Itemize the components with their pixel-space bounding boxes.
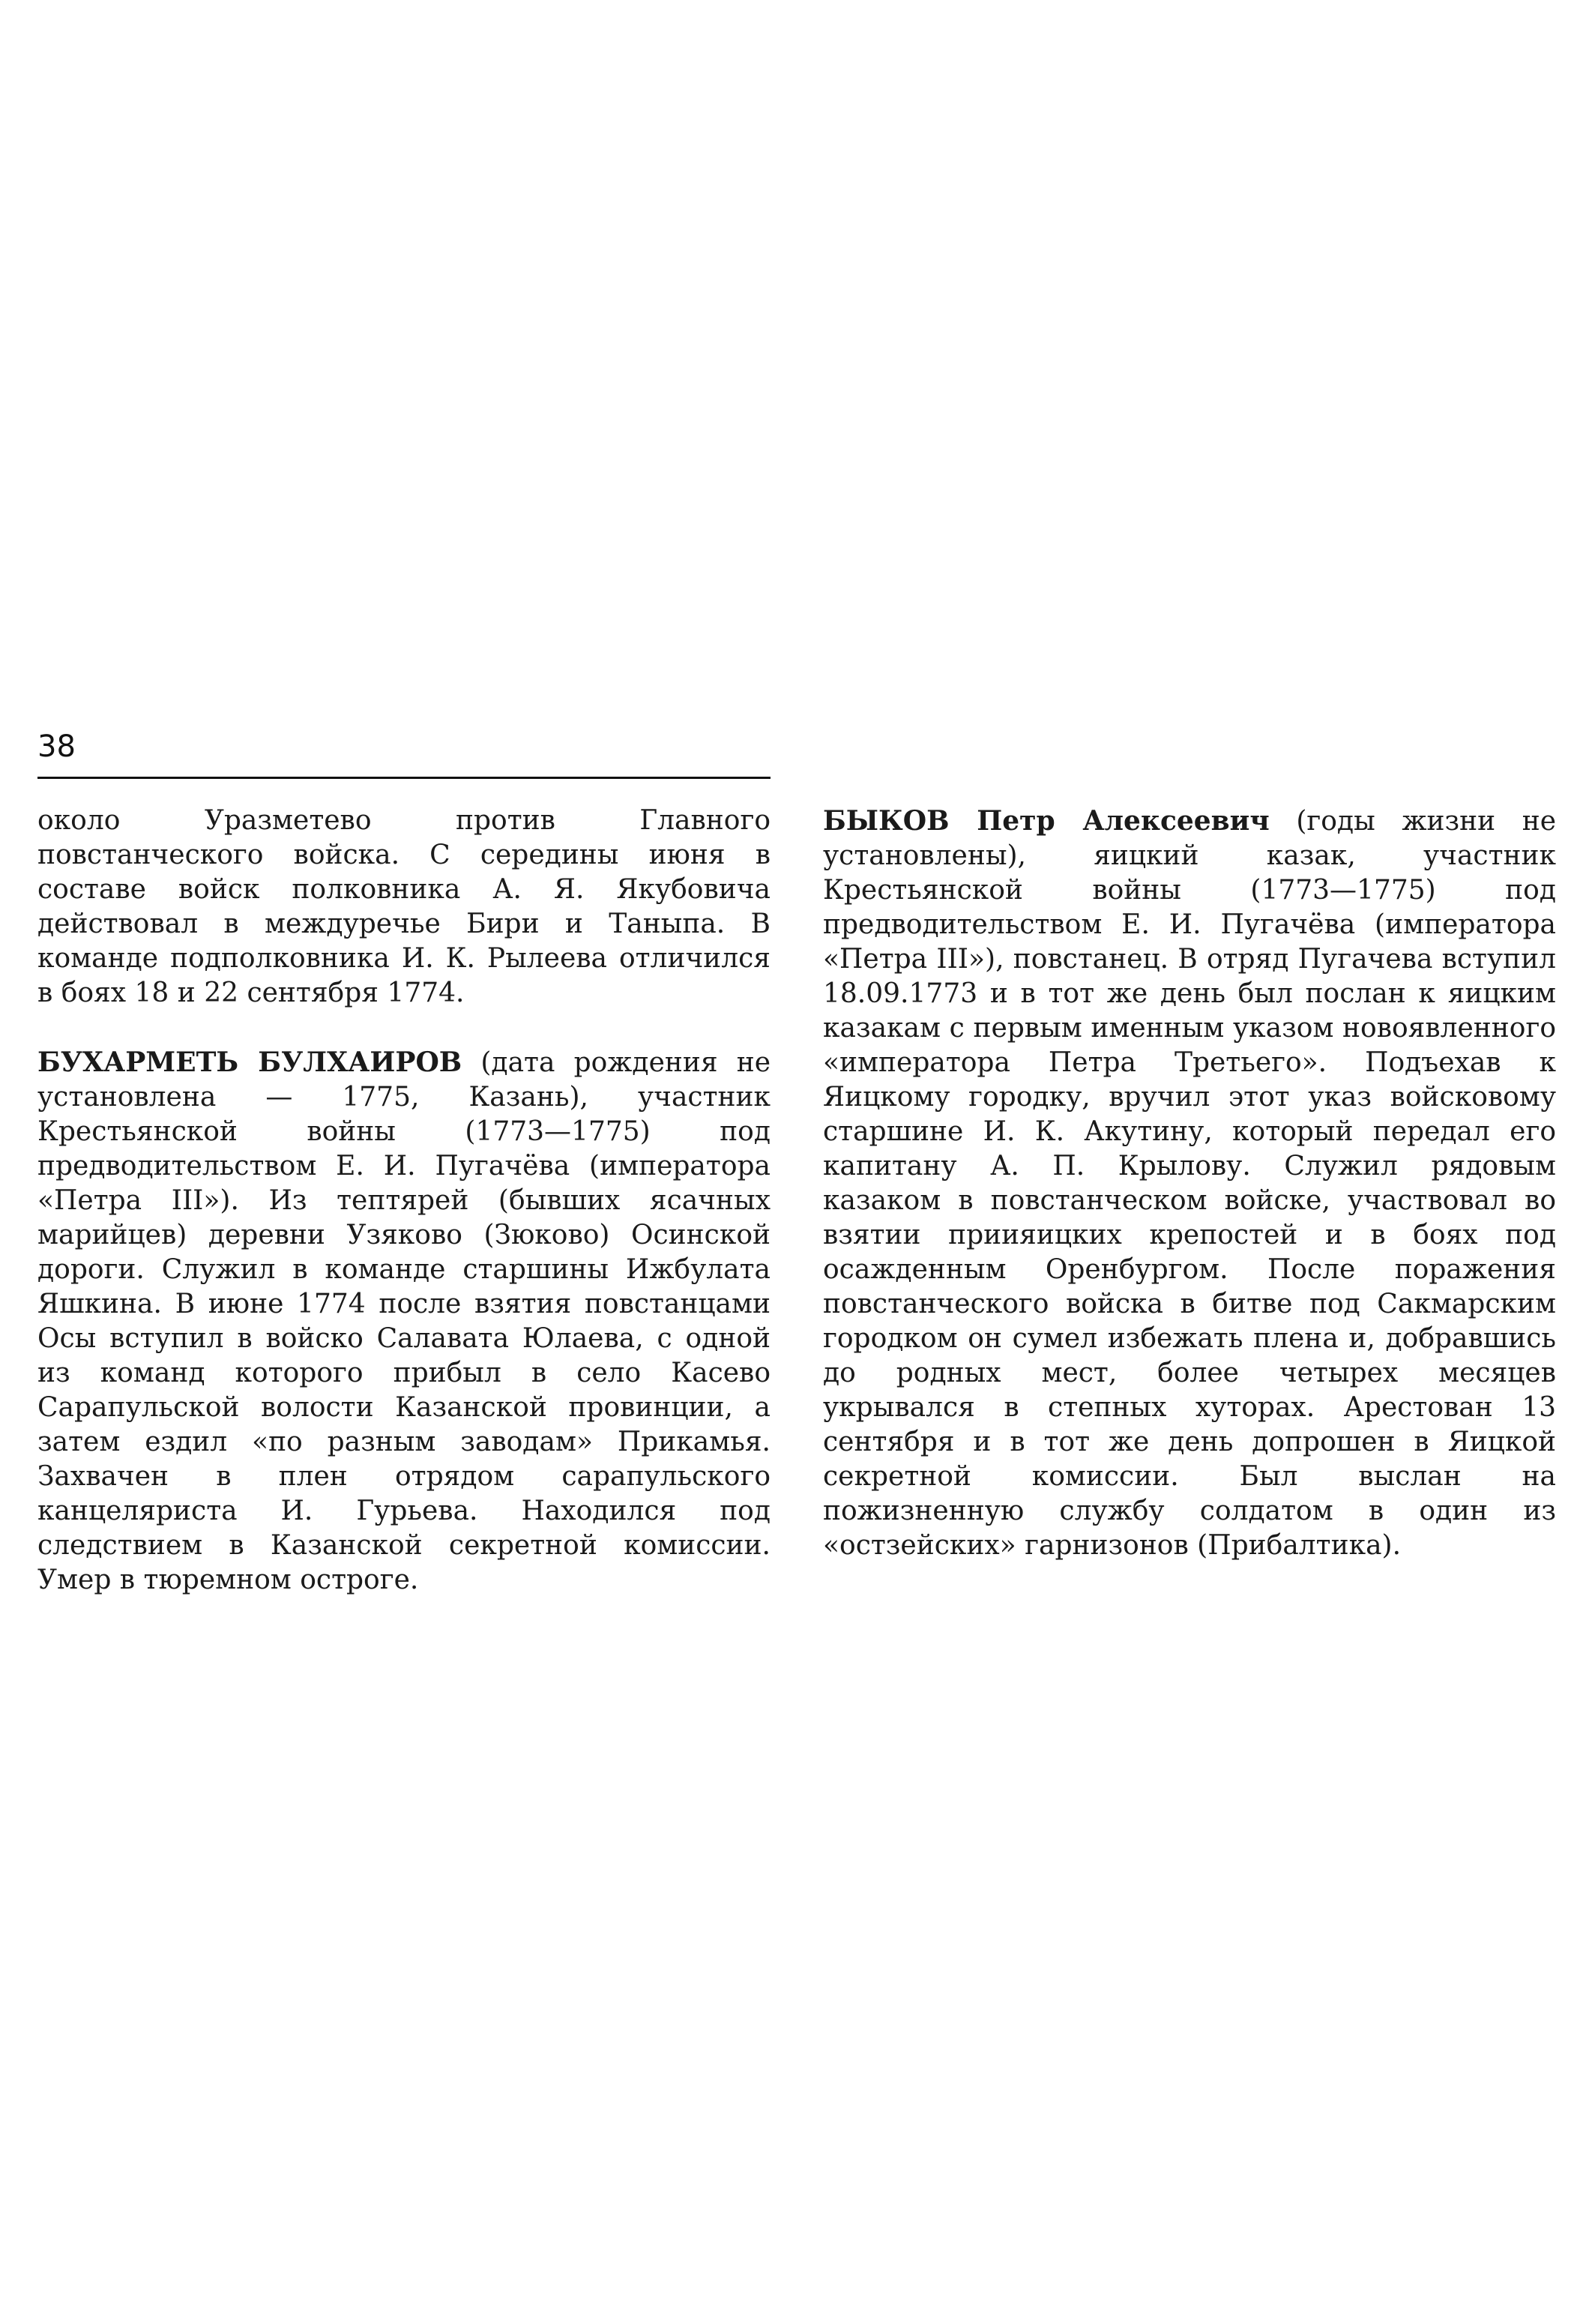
header-rule <box>37 777 771 779</box>
left-column <box>37 804 771 1632</box>
continuation-text: около Уразметево против Главного повстанческого войска. С середины июня в составе войск полковника А. Я. Якубовича действовал в междуречье Бири и Таныпа. В команде подполковника И. К. Рылеева отличился в боях 18 и 22 сентября 1774. <box>37 805 771 1008</box>
entry-name: БУХАРМЕТЬ БУЛХАИРОВ <box>37 1047 462 1078</box>
entry-bukharmet-bulkhairov <box>37 1045 771 1598</box>
entry-text: (годы жизни не установлены), яицкий казак, участник Крестьянской войны (1773—1775) под предводительством Е. И. Пугачёва (императора «Петра III»), повстанец. В отряд Пугачева вступил 18.09.1773 и в тот же день был послан к яицким казакам с первым именным указом новоявленного «императора Петра Третьего». Подъехав к Яицкому городку, вручил этот указ войсковому старшине И. К. Акутину, который передал его капитану А. П. Крылову. Служил рядовым казаком в повстанческом войске, участвовал во взятии приияицких крепостей и в боях под осажденным Оренбургом. После поражения повстанческого войска в битве под Сакмарским городком он сумел избежать плена и, добравшись до родных мест, более четырех месяцев укрывался в степных хуторах. Арестован 13 сентября и в тот же день допрошен в Яицкой секретной комиссии. Был выслан на пожизненную службу солдатом в один из «остзейских» гарнизонов (Прибалтика). <box>823 806 1556 1561</box>
page-number: 38 <box>37 729 76 764</box>
continuation-paragraph <box>37 804 771 1011</box>
entry-text: (дата рождения не установлена — 1775, Казань), участник Крестьянской войны (1773—1775) под предводительством Е. И. Пугачёва (императора «Петра III»). Из тептярей (бывших ясачных марийцев) деревни Узяково (Зюково) Осинской дороги. Служил в команде старшины Ижбулата Яшкина. В июне 1774 после взятия повстанцами Осы вступил в войско Салавата Юлаева, с одной из команд которого прибыл в село Касево Сарапульской волости Казанской провинции, а затем ездил «по разным заводам» Прикамья. Захвачен в плен отрядом сарапульского канцеляриста И. Гурьева. Находился под следствием в Казанской секретной комиссии. Умер в тюремном остроге. <box>37 1047 771 1595</box>
right-column <box>823 804 1556 1598</box>
entry-bykov-petr-alekseevich <box>823 804 1556 1563</box>
entry-name: БЫКОВ Петр Алексеевич <box>823 805 1270 837</box>
